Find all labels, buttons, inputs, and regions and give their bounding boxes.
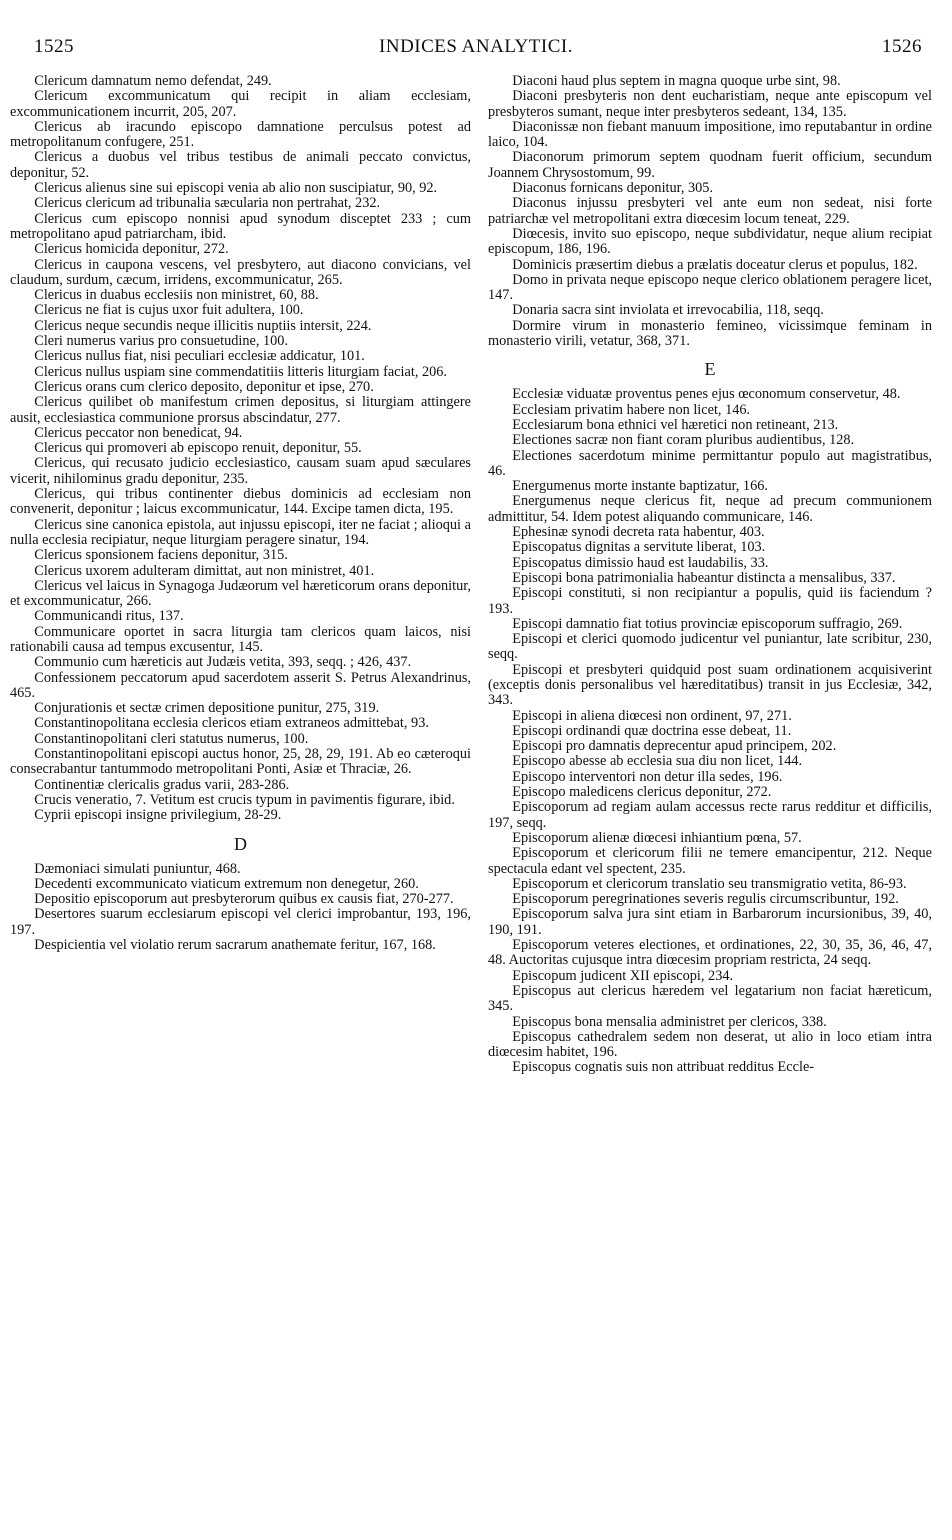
index-entry: Diœcesis, invito suo episcopo, neque subdividatur, neque alium recipiat episcopum, 186, 196. — [488, 225, 932, 258]
index-entry: Episcopatus dignitas a servitute liberat, 103. — [512, 539, 766, 556]
index-entry: Clericus, qui recusato judicio ecclesiastico, causam suam apud sæculares vicerit, nihilominus gradu deponitur, 235. — [10, 455, 471, 487]
index-entry: Clericus sine canonica epistola, aut injussu episcopi, iter ne faciat ; alioqui a nulla ecclesia recipiatur, neque liturgiam peragere sinatur, 194. — [10, 516, 471, 548]
index-entry: Clericus in caupona vescens, vel presbytero, aut diacono convicians, vel claudum, surdum, cæcum, irridens, excommunicatur, 265. — [10, 256, 471, 288]
index-entry: Desertores suarum ecclesiarum episcopi vel clerici improbantur, 193, 196, 197. — [10, 906, 471, 938]
page-number-left: 1525 — [34, 36, 74, 57]
page-number-right: 1526 — [882, 36, 922, 57]
index-entry: Cleri numerus varius pro consuetudine, 100. — [34, 333, 289, 350]
page-header — [0, 36, 952, 66]
index-entry: Episcopum judicent XII episcopi, 234. — [512, 967, 734, 984]
index-entry: Episcoporum alienæ diœcesi inhiantium pœna, 57. — [512, 829, 802, 846]
index-entry: Clericus peccator non benedicat, 94. — [34, 424, 243, 441]
entries-c — [10, 74, 471, 824]
index-entry: Domo in privata neque episcopo neque clerico oblationem peragere licet, 147. — [488, 271, 932, 304]
index-entry: Episcopus aut clericus hæredem vel legatarium non faciat hæreticum, 345. — [488, 982, 932, 1015]
index-entry: Clericum excommunicatum qui recipit in aliam ecclesiam, excommunicationem incurrit, 205, 207. — [10, 88, 471, 120]
index-entry: Episcopus cognatis suis non attribuat redditus Eccle- — [512, 1059, 815, 1076]
index-entry: Episcoporum ad regiam aulam accessus recte rarus redditur et difficilis, 197, seqq. — [488, 799, 932, 831]
index-entry: Episcopi et presbyteri quidquid post suam ordinationem acquisiverint (exceptis donis personalibus vel hæreditatibus) transit in jus Ecclesiæ, 342, 343. — [488, 661, 932, 709]
index-entry: Clericus qui promoveri ab episcopo renuit, deponitur, 55. — [34, 440, 362, 457]
index-entry: Diaconissæ non fiebant manuum impositione, imo reputabantur in ordine laico, 104. — [488, 118, 932, 151]
index-entry: Episcopi in aliena diœcesi non ordinent, 97, 271. — [512, 707, 792, 724]
index-entry: Continentiæ clericalis gradus varii, 283-286. — [34, 776, 290, 793]
index-entry: Episcopus bona mensalia administret per clericos, 338. — [512, 1013, 827, 1030]
left-column — [10, 74, 471, 953]
index-entry: Clericus a duobus vel tribus testibus de animali peccato convictus, deponitur, 52. — [10, 149, 471, 181]
index-entry: Communio cum hæreticis aut Judæis vetita, 393, seqq. ; 426, 437. — [34, 654, 412, 671]
index-entry: Diaconus injussu presbyteri vel ante eum non sedeat, nisi forte patriarchæ vel metropolitani extra diœcesim locum teneat, 229. — [488, 195, 932, 227]
index-entry: Clericus ne fiat is cujus uxor fuit adultera, 100. — [34, 302, 304, 319]
index-entry: Dominicis præsertim diebus a prælatis doceatur clerus et populus, 182. — [512, 256, 918, 273]
index-entry: Clericus nullus fiat, nisi peculiari ecclesiæ addicatur, 101. — [34, 348, 365, 365]
index-entry: Clericus uxorem adulteram dimittat, aut non ministret, 401. — [34, 562, 375, 579]
index-entry: Episcopo abesse ab ecclesia sua diu non licet, 144. — [512, 753, 803, 770]
entries-d-right — [488, 74, 932, 349]
index-entry: Clericus in duabus ecclesiis non ministret, 60, 88. — [34, 287, 319, 304]
index-entry: Clericus cum episcopo nonnisi apud synodum disceptet 233 ; cum metropolitano apud patriarcham, ibid. — [10, 210, 471, 242]
index-entry: Episcopi et clerici quomodo judicentur vel puniantur, late scribitur, 230, seqq. — [488, 631, 932, 663]
entries-d-left — [10, 862, 471, 954]
index-entry: Clericus neque secundis neque illicitis nuptiis intersit, 224. — [34, 317, 372, 334]
index-entry: Diaconi haud plus septem in magna quoque urbe sint, 98. — [512, 73, 841, 89]
index-entry: Despicientia vel violatio rerum sacrarum anathemate feritur, 167, 168. — [34, 937, 436, 954]
index-entry: Clericus alienus sine sui episcopi venia ab alio non suscipiatur, 90, 92. — [34, 180, 438, 197]
index-entry: Dormire virum in monasterio femineo, vicissimque feminam in monasterio virili, vetatur, 368, 371. — [488, 317, 932, 350]
index-entry: Electiones sacerdotum minime permittantur populo aut magistratibus, 46. — [488, 447, 932, 479]
index-entry: Ecclesiam privatim habere non licet, 146. — [512, 401, 751, 418]
index-entry: Episcoporum salva jura sint etiam in Barbarorum incursionibus, 39, 40, 190, 191. — [488, 906, 932, 938]
index-entry: Clericus orans cum clerico deposito, deponitur et ipse, 270. — [34, 378, 374, 395]
index-entry: Constantinopolitana ecclesia clericos etiam extraneos admittebat, 93. — [34, 715, 429, 732]
index-entry: Diaconorum primorum septem quodnam fuerit officium, secundum Joannem Chrysostomum, 99. — [488, 149, 932, 181]
index-entry: Energumenus morte instante baptizatur, 166. — [512, 478, 768, 495]
index-entry: Episcopi bona patrimonialia habeantur distincta a mensalibus, 337. — [512, 569, 896, 586]
index-entry: Decedenti excommunicato viaticum extremum non denegetur, 260. — [34, 875, 419, 892]
index-entry: Ecclesiarum bona ethnici vel hæretici non retineant, 213. — [512, 416, 839, 433]
index-entry: Clericum damnatum nemo defendat, 249. — [34, 73, 272, 89]
index-entry: Cyprii episcopi insigne privilegium, 28-29. — [34, 807, 282, 824]
index-entry: Confessionem peccatorum apud sacerdotem asserit S. Petrus Alexandrinus, 465. — [10, 669, 471, 701]
index-entry: Ecclesiæ viduatæ proventus penes ejus œconomum conservetur, 48. — [512, 386, 901, 403]
index-entry: Constantinopolitani cleri statutus numerus, 100. — [34, 730, 309, 747]
index-entry: Episcoporum peregrinationes severis regulis circumscribuntur, 192. — [512, 891, 899, 908]
index-entry: Clericus homicida deponitur, 272. — [34, 241, 229, 258]
index-entry: Diaconi presbyteris non dent eucharistiam, neque ante episcopum vel presbyteros sumant, neque inter presbyteros sedeant, 134, 135. — [488, 88, 932, 120]
index-entry: Electiones sacræ non fiant coram pluribus audientibus, 128. — [512, 432, 855, 449]
index-entry: Donaria sacra sint inviolata et irrevocabilia, 118, seqq. — [512, 302, 824, 319]
index-entry: Episcopi damnatio fiat totius provinciæ episcoporum suffragio, 269. — [512, 615, 903, 632]
index-entry: Episcoporum veteres electiones, et ordinationes, 22, 30, 35, 36, 46, 47, 48. Auctoritas cujusque intra diœcesim propriam restricta, 24 seqq. — [488, 937, 932, 969]
index-entry: Episcopi pro damnatis deprecentur apud principem, 202. — [512, 738, 837, 755]
right-column — [488, 74, 932, 1076]
index-entry: Diaconus fornicans deponitur, 305. — [512, 180, 714, 197]
index-entry: Clericus clericum ad tribunalia sæcularia non pertrahat, 232. — [34, 195, 381, 212]
index-entry: Episcoporum et clericorum filii ne temere emancipentur, 212. Neque spectacula edant vel spectent, 235. — [488, 845, 932, 877]
index-entry: Episcopus cathedralem sedem non deserat, ut alio in loco etiam intra diœcesim habitet, 196. — [488, 1028, 932, 1061]
index-entry: Episcopi ordinandi quæ doctrina esse debeat, 11. — [512, 722, 792, 739]
index-entry: Episcopo maledicens clericus deponitur, 272. — [512, 784, 772, 801]
entries-e — [488, 387, 932, 1075]
index-entry: Depositio episcoporum aut presbyterorum quibus ex causis fiat, 270-277. — [34, 891, 454, 908]
index-entry: Episcopatus dimissio haud est laudabilis, 33. — [512, 554, 769, 571]
index-entry: Clericus, qui tribus continenter diebus dominicis ad ecclesiam non convenerit, deponitur ; laicus excommunicatur, 144. Excipe tamen dicta, 195. — [10, 486, 471, 518]
index-entry: Clericus ab iracundo episcopo damnatione perculsus potest ad metropolitanum confugere, 251. — [10, 118, 471, 151]
index-entry: Constantinopolitani episcopi auctus honor, 25, 28, 29, 191. Ab eo cæteroqui consecrabantur tantummodo metropolitani Ponti, Asiæ et Thraciæ, 26. — [10, 746, 471, 778]
index-entry: Energumenus neque clericus fit, neque ad precum communionem admittitur, 54. Idem potest aliquando communicare, 146. — [488, 493, 932, 525]
index-entry: Episcopo interventori non detur illa sedes, 196. — [512, 768, 783, 785]
index-entry: Episcoporum et clericorum translatio seu transmigratio vetita, 86-93. — [512, 875, 907, 892]
index-entry: Communicare oportet in sacra liturgia tam clericos quam laicos, nisi rationabili causa ad tempus excusentur, 145. — [10, 623, 471, 655]
index-entry: Dæmoniaci simulati puniuntur, 468. — [34, 860, 241, 877]
index-entry: Clericus sponsionem faciens deponitur, 315. — [34, 547, 288, 564]
index-entry: Crucis veneratio, 7. Vetitum est crucis typum in pavimentis figurare, ibid. — [34, 791, 455, 808]
index-entry: Clericus nullus uspiam sine commendatitiis litteris liturgiam faciat, 206. — [34, 363, 447, 380]
index-entry: Communicandi ritus, 137. — [34, 608, 184, 625]
section-letter-d: D — [234, 833, 247, 854]
section-letter-e: E — [704, 359, 716, 380]
running-title: INDICES ANALYTICI. — [379, 36, 573, 57]
index-entry: Conjurationis et sectæ crimen depositione punitur, 275, 319. — [34, 700, 380, 717]
index-entry: Ephesinæ synodi decreta rata habentur, 403. — [512, 524, 765, 541]
index-entry: Episcopi constituti, si non recipiantur a populis, quid iis faciendum ? 193. — [488, 585, 932, 617]
index-entry: Clericus quilibet ob manifestum crimen depositus, si liturgiam attingere ausit, ecclesiastica communione prorsus abscindatur, 277. — [10, 394, 471, 426]
index-entry: Clericus vel laicus in Synagoga Judæorum vel hæreticorum orans deponitur, et excommunicatur, 266. — [10, 577, 471, 610]
